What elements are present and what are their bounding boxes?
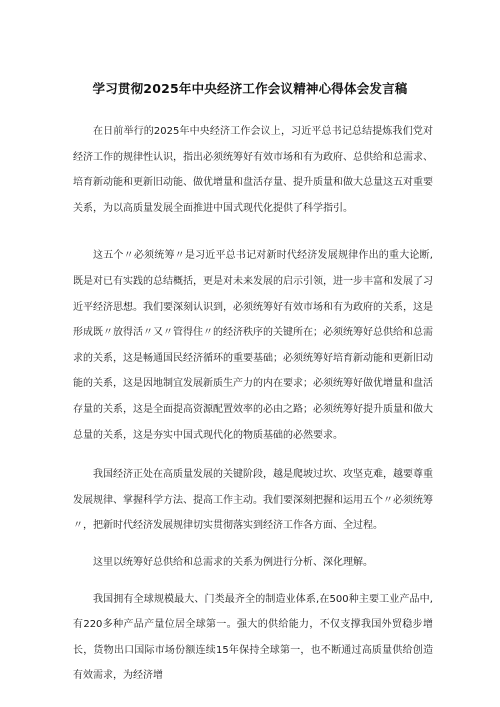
paragraph-4: 这里以统筹好总供给和总需求的关系为例进行分析、深化理解。	[93, 556, 373, 568]
paragraph-2: 这五个〃必须统筹〃是习近平总书记对新时代经济发展规律作出的重大论断,既是对已有实践的总结概括，更是对未来发展的启示引领，进一步丰富和发展了习近平经济思想。我们要深刻认识到，必须统筹好有效市场和有为政府的关系，这是形成既〃放得活〃又〃管得住〃的经济秩序的关键所在；必须统筹好总供给和总需求的关系，这是畅通国民经济循环的重要基础；必须统筹好培育新动能和更新旧动能的关系，这是因地制宜发展新质生产力的内在要求；必须统筹好做优增量和盘活存量的关系，这是全面提高资源配置效率的必由之路；必须统筹好提升质量和做大总量的关系，这是夯实中国式现代化的物质基础的必然要求。	[73, 250, 433, 441]
document-title: 学习贯彻2025年中央经济工作会议精神心得体会发言稿	[92, 81, 408, 96]
paragraph-3: 我国经济正处在高质量发展的关键阶段，越是爬坡过坎、攻坚克难，越要尊重发展规律、掌握科学方法、提高工作主动。我们要深刻把握和运用五个〃必须统筹〃，把新时代经济发展规律切实贯彻落实到经济工作各方面、全过程。	[73, 469, 433, 532]
paragraph-1: 在日前举行的2025年中央经济工作会议上，习近平总书记总结提炼我们党对经济工作的规律性认识，指出必须统筹好有效市场和有为政府、总供给和总需求、培育新动能和更新旧动能、做优增量和盘活存量、提升质量和做大总量这五对重要关系，为以高质量发展全面推进中国式现代化提供了科学指引。	[73, 126, 433, 214]
paragraph-5: 我国拥有全球规模最大、门类最齐全的制造业体系,在500种主要工业产品中,有220多种产品产量位居全球第一。强大的供给能力，不仅支撑我国外贸稳步增长，货物出口国际市场份额连续15年保持全球第一，也不断通过高质量供给创造有效需求，为经济增	[73, 593, 433, 682]
document-body	[73, 119, 433, 707]
